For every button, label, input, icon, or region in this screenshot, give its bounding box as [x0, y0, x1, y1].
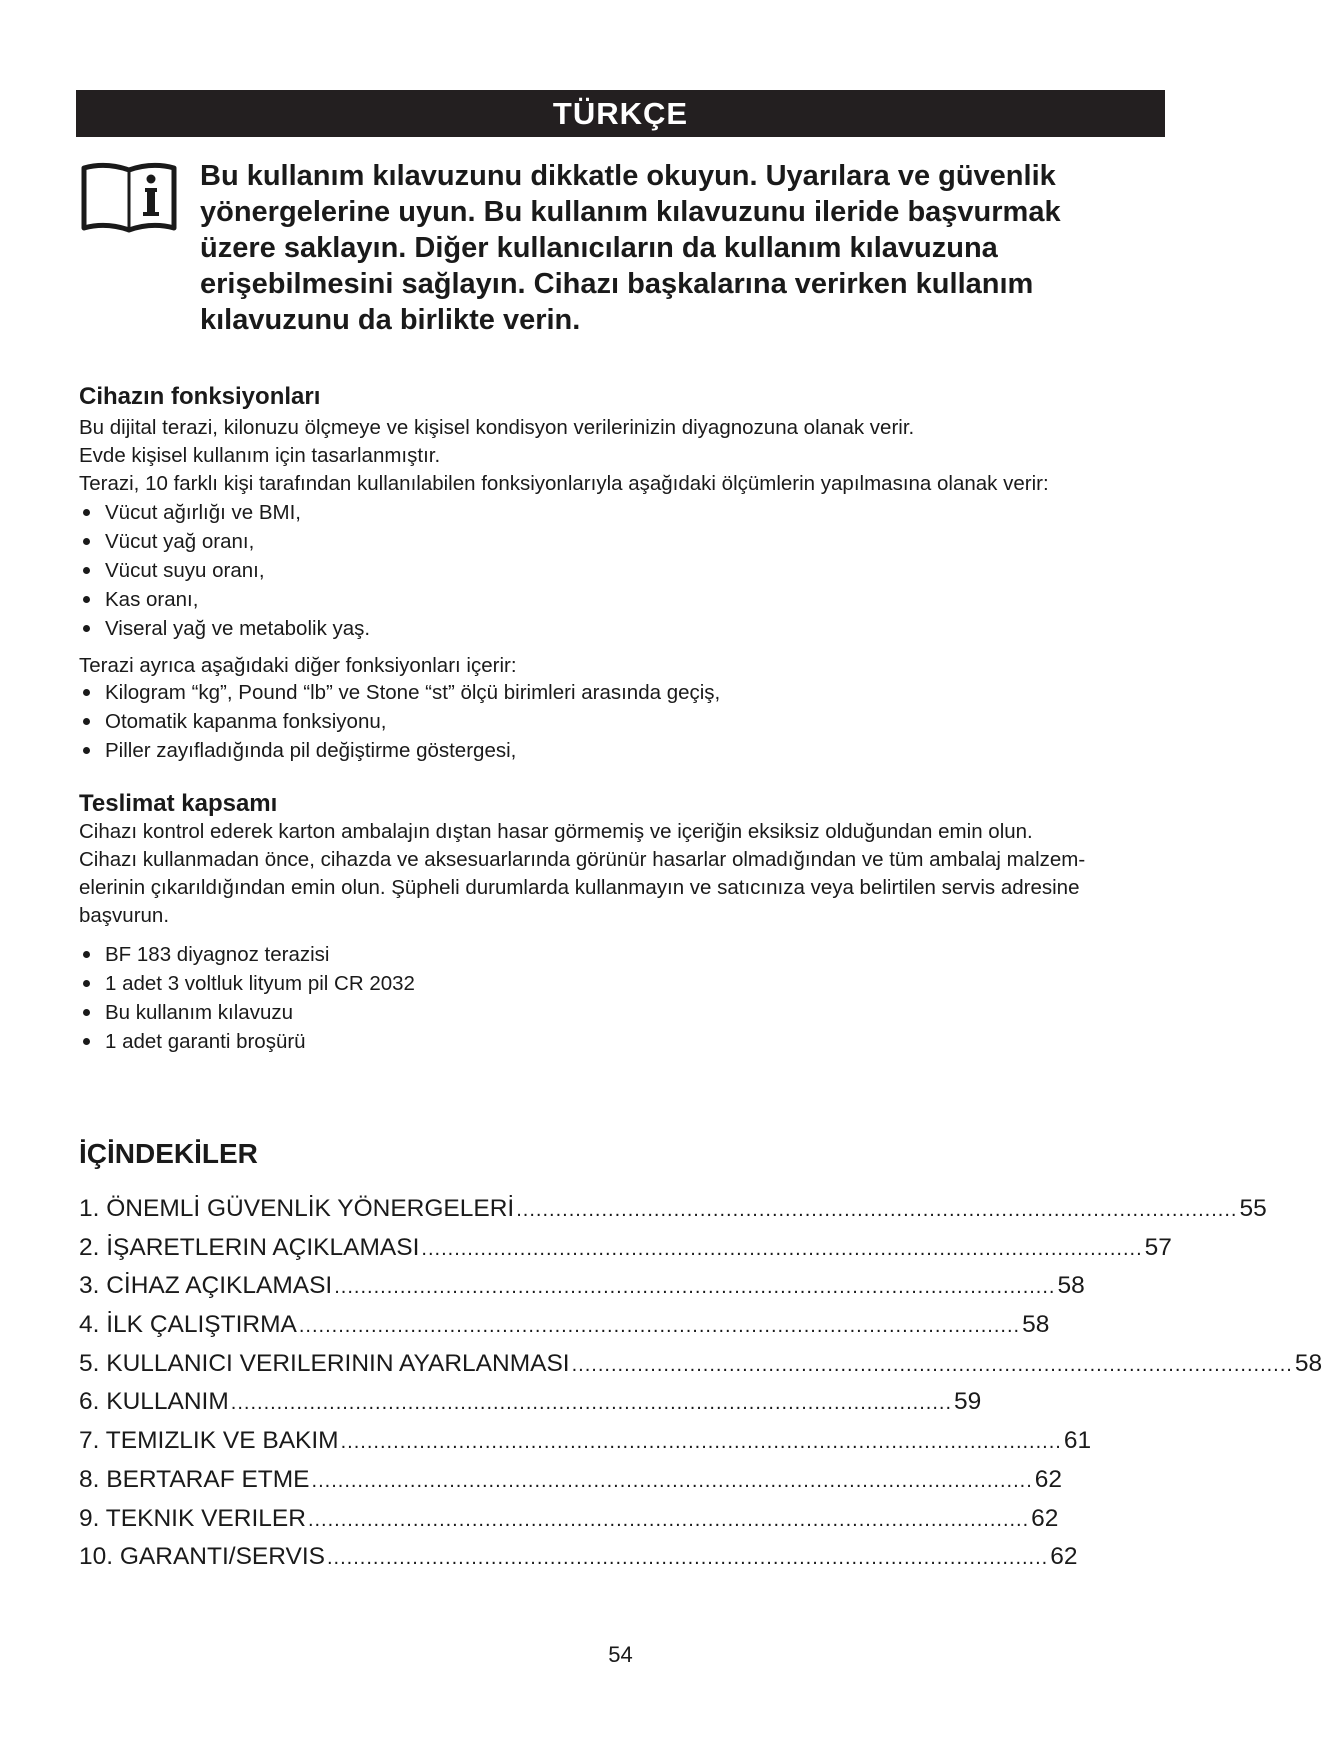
list-item-text: Kas oranı,	[105, 588, 199, 611]
toc-entry-page: 61	[1063, 1427, 1092, 1455]
toc-leader: ..............................................................................................................	[340, 1431, 1062, 1454]
list-item	[79, 998, 415, 1027]
bullet-icon	[83, 538, 90, 545]
intro-line: erişebilmesini sağlayın. Cihazı başkalarına verirken kullanım	[200, 268, 1034, 300]
toc-entry[interactable]	[79, 1306, 1050, 1345]
toc-entry-title: 10. GARANTI/SERVIS	[79, 1543, 325, 1571]
toc-heading: İÇİNDEKİLER	[79, 1138, 258, 1169]
toc-entry-page: 62	[1034, 1465, 1063, 1493]
toc-entry[interactable]	[79, 1190, 1267, 1229]
list-item-text: Vücut yağ oranı,	[105, 530, 255, 553]
toc-entry-page: 58	[1057, 1272, 1085, 1300]
toc-entry-title: 1. ÖNEMLİ GÜVENLİK YÖNERGELERİ	[79, 1195, 515, 1222]
toc-entry-page: 59	[954, 1388, 982, 1416]
intro-warning	[200, 158, 1160, 338]
toc-entry-page: 58	[1294, 1349, 1322, 1377]
other-functions-list	[79, 678, 720, 765]
other-functions-intro	[79, 652, 1169, 680]
list-item-text: BF 183 diyagnoz terazisi	[105, 943, 330, 966]
toc-leader: ..............................................................................................................	[571, 1353, 1293, 1376]
toc-entry-title: 5. KULLANICI VERILERININ AYARLANMASI	[79, 1349, 570, 1377]
list-item	[79, 614, 370, 643]
bullet-icon	[83, 747, 90, 754]
toc-entry-title: 7. TEMIZLIK VE BAKIM	[79, 1427, 339, 1455]
list-item	[79, 969, 415, 998]
delivery-heading: Teslimat kapsamı	[79, 790, 278, 817]
toc-leader: ..............................................................................................................	[307, 1508, 1030, 1531]
list-item	[79, 1027, 415, 1056]
toc-leader: ..............................................................................................................	[327, 1547, 1049, 1570]
intro-line: kılavuzunu da birlikte verin.	[200, 304, 581, 336]
toc-entry[interactable]	[79, 1267, 1085, 1306]
list-item	[79, 498, 370, 527]
functions-paragraph	[79, 414, 1169, 498]
toc-entry[interactable]	[79, 1345, 1322, 1384]
bullet-icon	[83, 625, 90, 632]
toc-entry-title: 4. İLK ÇALIŞTIRMA	[79, 1311, 297, 1339]
toc-entry-page: 57	[1144, 1233, 1172, 1261]
list-item-text: Viseral yağ ve metabolik yaş.	[105, 617, 371, 640]
toc-entry-page: 62	[1031, 1504, 1059, 1532]
bullet-icon	[83, 689, 90, 696]
toc-entry[interactable]	[79, 1383, 982, 1422]
toc-entry-title: 3. CİHAZ AÇIKLAMASI	[79, 1272, 333, 1300]
toc-entry-page: 58	[1022, 1311, 1050, 1339]
toc-leader: ..............................................................................................................	[421, 1237, 1143, 1260]
list-item	[79, 707, 720, 736]
paragraph-line: Bu dijital terazi, kilonuzu ölçmeye ve kişisel kondisyon verilerinizin diyagnozuna olanak verir.	[79, 416, 915, 439]
list-item	[79, 678, 720, 707]
paragraph-line: Cihazı kullanmadan önce, cihazda ve aksesuarlarında görünür hasarlar olmadığından ve tüm ambalaj malzem-	[79, 848, 1086, 871]
toc-leader: ..............................................................................................................	[230, 1392, 953, 1415]
bullet-icon	[83, 1038, 90, 1045]
list-item	[79, 585, 370, 614]
bullet-icon	[83, 718, 90, 725]
toc-entry-title: 2. İŞARETLERIN AÇIKLAMASI	[79, 1233, 420, 1261]
bullet-icon	[83, 596, 90, 603]
intro-line: yönergelerine uyun. Bu kullanım kılavuzunu ileride başvurmak	[200, 196, 1061, 228]
delivery-paragraph	[79, 818, 1169, 930]
bullet-icon	[83, 567, 90, 574]
list-item	[79, 940, 415, 969]
language-banner: TÜRKÇE	[76, 90, 1165, 137]
toc-entry-page: 62	[1050, 1543, 1078, 1571]
table-of-contents	[79, 1190, 1322, 1577]
bullet-icon	[83, 1009, 90, 1016]
list-item-text: Vücut ağırlığı ve BMI,	[105, 501, 301, 524]
list-item-text: 1 adet 3 voltluk lityum pil CR 2032	[105, 972, 415, 995]
paragraph-line: başvurun.	[79, 904, 170, 927]
list-item-text: Kilogram “kg”, Pound “lb” ve Stone “st” ölçü birimleri arasında geçiş,	[105, 681, 721, 704]
delivery-items-list	[79, 940, 415, 1056]
toc-entry-title: 6. KULLANIM	[79, 1388, 229, 1416]
list-item	[79, 736, 720, 765]
paragraph-line: elerinin çıkarıldığından emin olun. Şüpheli durumlarda kullanmayın ve satıcınıza veya belirtilen servis adresine	[79, 876, 1080, 899]
list-item-text: Bu kullanım kılavuzu	[105, 1001, 294, 1024]
bullet-icon	[83, 951, 90, 958]
list-item-text: Vücut suyu oranı,	[105, 559, 265, 582]
paragraph-line: Cihazı kontrol ederek karton ambalajın dıştan hasar görmemiş ve içeriğin eksiksiz olduğundan emin olun.	[79, 820, 1033, 843]
paragraph-line: Terazi ayrıca aşağıdaki diğer fonksiyonları içerir:	[79, 654, 517, 677]
intro-line: Bu kullanım kılavuzunu dikkatle okuyun. Uyarılara ve güvenlik	[200, 160, 1056, 192]
toc-entry[interactable]	[79, 1461, 1063, 1500]
measurement-list	[79, 498, 370, 643]
toc-entry[interactable]	[79, 1538, 1078, 1577]
bullet-icon	[83, 980, 90, 987]
toc-leader: ..............................................................................................................	[334, 1276, 1056, 1299]
manual-info-icon	[80, 160, 178, 236]
functions-heading: Cihazın fonksiyonları	[79, 383, 321, 410]
list-item	[79, 527, 370, 556]
toc-leader: ..............................................................................................................	[311, 1469, 1033, 1492]
toc-leader: ..............................................................................................................	[298, 1315, 1021, 1338]
toc-entry[interactable]	[79, 1500, 1059, 1539]
toc-entry[interactable]	[79, 1229, 1172, 1268]
toc-entry-title: 9. TEKNIK VERILER	[79, 1504, 306, 1532]
list-item-text: Otomatik kapanma fonksiyonu,	[105, 710, 387, 733]
list-item-text: 1 adet garanti broşürü	[105, 1030, 306, 1053]
toc-leader: ..............................................................................................................	[516, 1199, 1238, 1221]
toc-entry[interactable]	[79, 1422, 1092, 1461]
paragraph-line: Evde kişisel kullanım için tasarlanmıştır.	[79, 444, 441, 467]
toc-entry-title: 8. BERTARAF ETME	[79, 1465, 310, 1493]
toc-entry-page: 55	[1239, 1195, 1267, 1222]
paragraph-line: Terazi, 10 farklı kişi tarafından kullanılabilen fonksiyonlarıyla aşağıdaki ölçümlerin yapılmasına olanak verir:	[79, 472, 1049, 495]
list-item-text: Piller zayıfladığında pil değiştirme göstergesi,	[105, 739, 517, 762]
list-item	[79, 556, 370, 585]
bullet-icon	[83, 509, 90, 516]
page-number: 54	[608, 1642, 633, 1667]
intro-line: üzere saklayın. Diğer kullanıcıların da kullanım kılavuzuna	[200, 232, 998, 264]
